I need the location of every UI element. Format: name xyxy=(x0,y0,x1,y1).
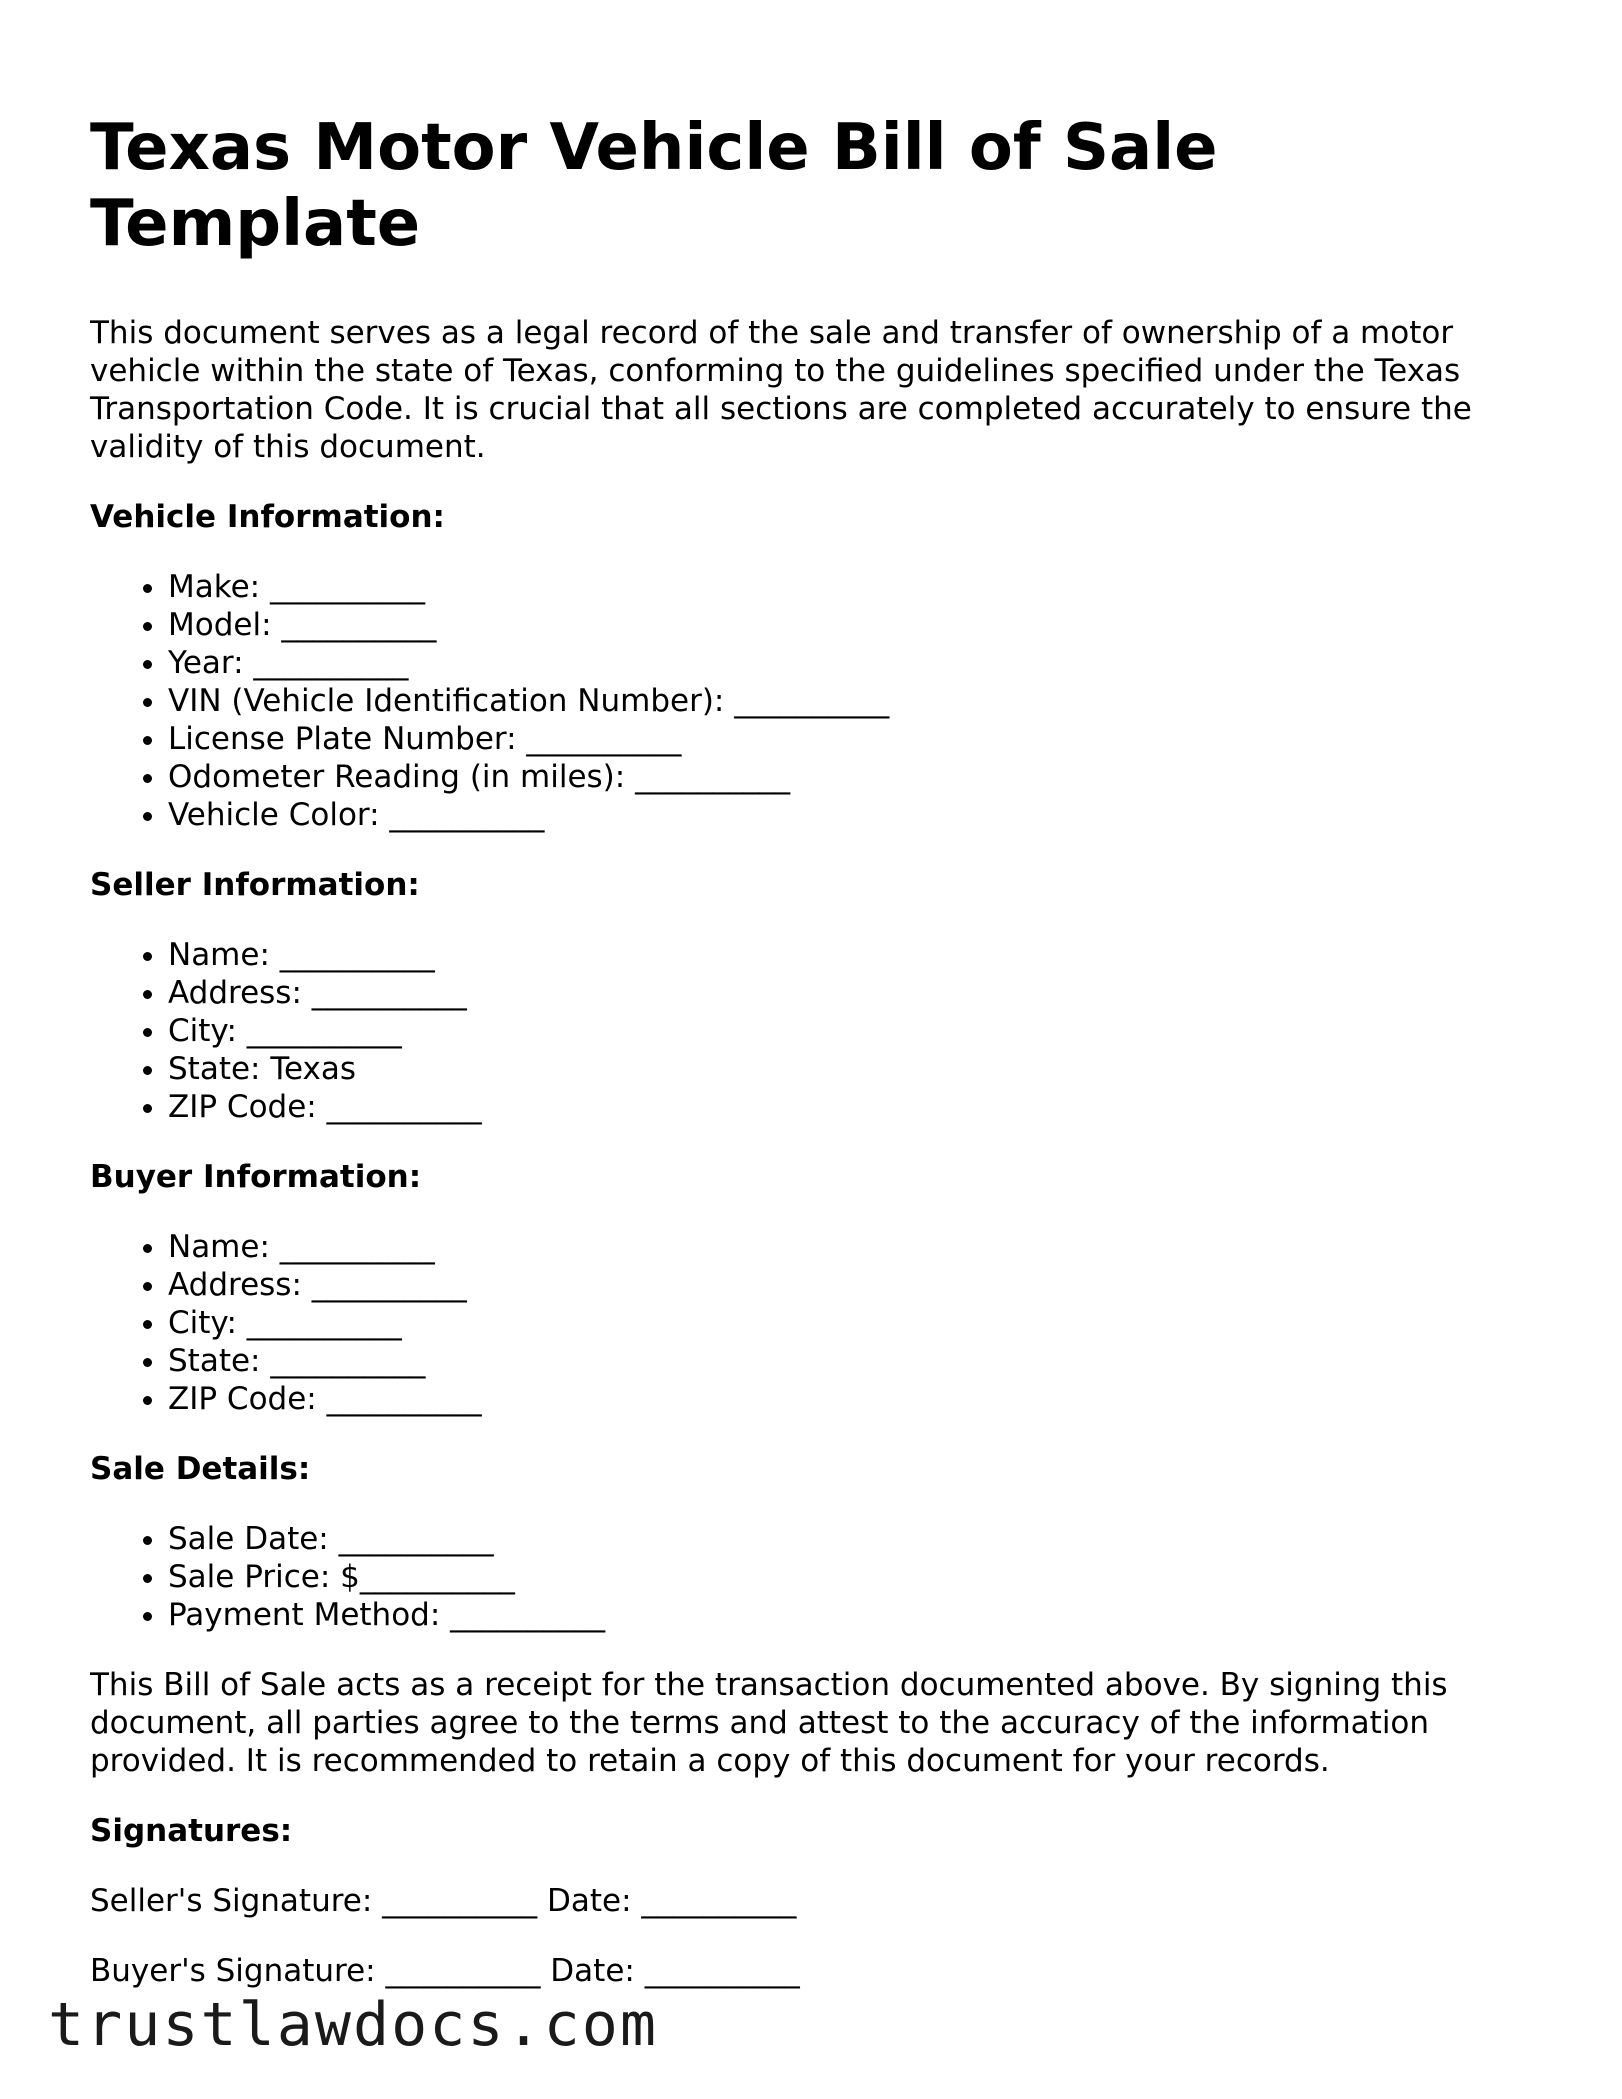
vehicle-plate-field: • License Plate Number: __________ xyxy=(168,720,1540,758)
seller-signature-line: Seller's Signature: __________ Date: __________ xyxy=(90,1883,797,1919)
seller-zip-field: • ZIP Code: __________ xyxy=(168,1088,1540,1126)
document-title: Texas Motor Vehicle Bill of Sale Template xyxy=(90,111,1218,261)
watermark-text: trustlawdocs.com xyxy=(48,1990,658,2060)
seller-address-field: • Address: __________ xyxy=(168,974,1540,1012)
seller-city-field: • City: __________ xyxy=(168,1012,1540,1050)
vehicle-info-heading: Vehicle Information: xyxy=(90,499,445,535)
sale-details-list xyxy=(90,1520,1540,1634)
buyer-info-heading: Buyer Information: xyxy=(90,1159,422,1195)
vehicle-vin-field: • VIN (Vehicle Identification Number): __________ xyxy=(168,682,1540,720)
buyer-zip-field: • ZIP Code: __________ xyxy=(168,1380,1540,1418)
buyer-name-field: • Name: __________ xyxy=(168,1228,1540,1266)
seller-info-list xyxy=(90,936,1540,1126)
payment-method-field: • Payment Method: __________ xyxy=(168,1596,1540,1634)
buyer-signature-line: Buyer's Signature: __________ Date: __________ xyxy=(90,1953,800,1989)
sale-date-field: • Sale Date: __________ xyxy=(168,1520,1540,1558)
closing-paragraph: This Bill of Sale acts as a receipt for the transaction documented above. By signing this document, all parties agree to the terms and attest to the accuracy of the information provided. It is recommended to retain a copy of this document for your records. xyxy=(90,1667,1448,1779)
vehicle-make-field: • Make: __________ xyxy=(168,568,1540,606)
seller-info-heading: Seller Information: xyxy=(90,867,420,903)
vehicle-year-field: • Year: __________ xyxy=(168,644,1540,682)
vehicle-info-list xyxy=(90,568,1540,834)
signatures-heading: Signatures: xyxy=(90,1813,293,1849)
vehicle-model-field: • Model: __________ xyxy=(168,606,1540,644)
sale-price-field: • Sale Price: $__________ xyxy=(168,1558,1540,1596)
sale-details-heading: Sale Details: xyxy=(90,1451,311,1487)
buyer-address-field: • Address: __________ xyxy=(168,1266,1540,1304)
document-page xyxy=(90,110,1540,2022)
intro-paragraph: This document serves as a legal record of the sale and transfer of ownership of a motor vehicle within the state of Texas, conforming to the guidelines specified under the Texas Transportation Code. It is crucial that all sections are completed accurately to ensure the validity of this document. xyxy=(90,315,1472,465)
vehicle-odometer-field: • Odometer Reading (in miles): __________ xyxy=(168,758,1540,796)
seller-state-field: • State: Texas xyxy=(168,1050,1540,1088)
buyer-state-field: • State: __________ xyxy=(168,1342,1540,1380)
buyer-info-list xyxy=(90,1228,1540,1418)
seller-name-field: • Name: __________ xyxy=(168,936,1540,974)
buyer-city-field: • City: __________ xyxy=(168,1304,1540,1342)
vehicle-color-field: • Vehicle Color: __________ xyxy=(168,796,1540,834)
